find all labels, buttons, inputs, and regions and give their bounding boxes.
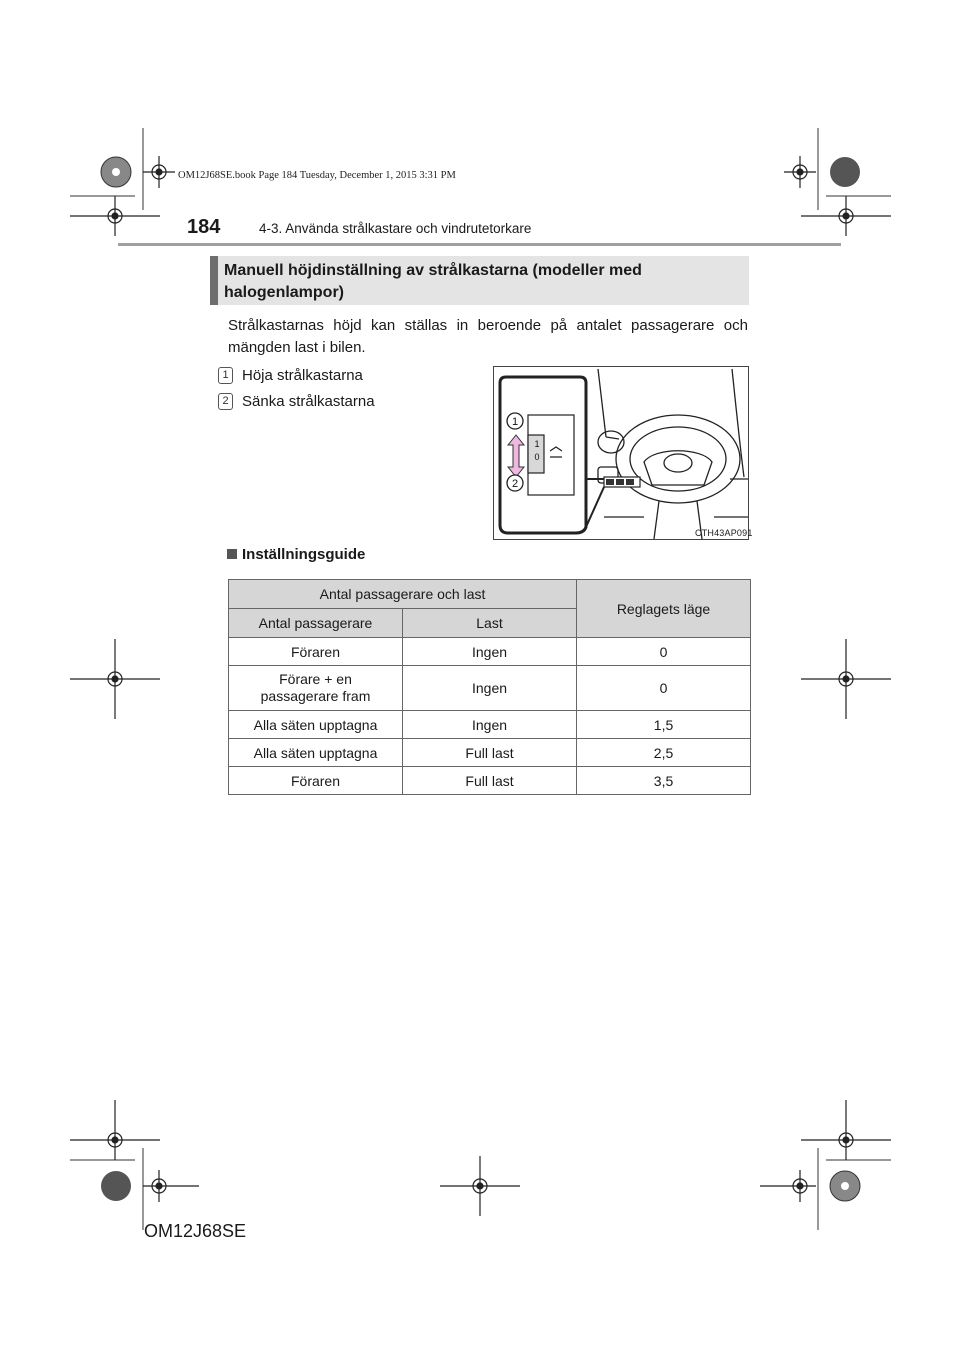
- cell-passengers: Föraren: [229, 638, 403, 666]
- cell-position: 0: [577, 638, 751, 666]
- step-number-badge: 1: [218, 367, 233, 384]
- cell-position: 3,5: [577, 767, 751, 795]
- figure-code: CTH43AP091: [695, 528, 753, 538]
- svg-text:1: 1: [511, 416, 519, 428]
- step-number-badge: 2: [218, 393, 233, 410]
- table-row: [229, 711, 751, 739]
- cell-passengers: Förare + en passagerare fram: [229, 666, 403, 711]
- step-list: [218, 362, 375, 414]
- cell-passengers: Alla säten upptagna: [229, 711, 403, 739]
- svg-text:2: 2: [511, 478, 519, 490]
- headlight-leveling-figure: [493, 366, 749, 540]
- section-title: Manuell höjdinställning av strålkastarna (modeller med halogenlampor): [224, 262, 642, 301]
- table-row: [229, 739, 751, 767]
- cell-position: 1,5: [577, 711, 751, 739]
- figure-callout: [507, 413, 523, 429]
- header-passengers: Antal passagerare: [229, 609, 403, 638]
- cell-load: Ingen: [403, 666, 577, 711]
- table-row: [229, 666, 751, 711]
- dashboard-illustration: [494, 367, 748, 539]
- dial-mark: 1: [534, 439, 540, 449]
- header-group: Antal passagerare och last: [229, 580, 577, 609]
- header-position: Reglagets läge: [577, 580, 751, 638]
- switch-panel: [604, 477, 640, 487]
- dial-mark: 0: [534, 452, 540, 462]
- step-label: Höja strålkastarna: [242, 366, 363, 384]
- cell-load: Ingen: [403, 711, 577, 739]
- figure-callout: [507, 475, 523, 491]
- header-rule: [118, 243, 841, 246]
- cell-passengers: Alla säten upptagna: [229, 739, 403, 767]
- guide-heading-text: Inställningsguide: [242, 546, 366, 563]
- step-item: [218, 388, 375, 414]
- table-header-row: [229, 580, 751, 609]
- cell-load: Full last: [403, 767, 577, 795]
- chapter-title: 4-3. Använda strålkastare och vindrutetorkare: [259, 221, 532, 236]
- cell-load: Ingen: [403, 638, 577, 666]
- table-row: [229, 638, 751, 666]
- table-row: [229, 767, 751, 795]
- step-label: Sänka strålkastarna: [242, 392, 375, 410]
- print-header: OM12J68SE.book Page 184 Tuesday, December 1, 2015 3:31 PM: [178, 170, 456, 181]
- footer-code: OM12J68SE: [144, 1221, 247, 1241]
- cell-position: 0: [577, 666, 751, 711]
- header-load: Last: [403, 609, 577, 638]
- page-number: 184: [187, 216, 221, 238]
- guide-heading: [227, 546, 365, 563]
- intro-paragraph: Strålkastarnas höjd kan ställas in beroende på antalet passagerare och mängden last i bilen.: [228, 317, 748, 356]
- step-item: [218, 362, 375, 388]
- cell-position: 2,5: [577, 739, 751, 767]
- settings-guide-table: [228, 579, 751, 795]
- cell-load: Full last: [403, 739, 577, 767]
- cell-passengers: Föraren: [229, 767, 403, 795]
- square-bullet-icon: [227, 549, 237, 559]
